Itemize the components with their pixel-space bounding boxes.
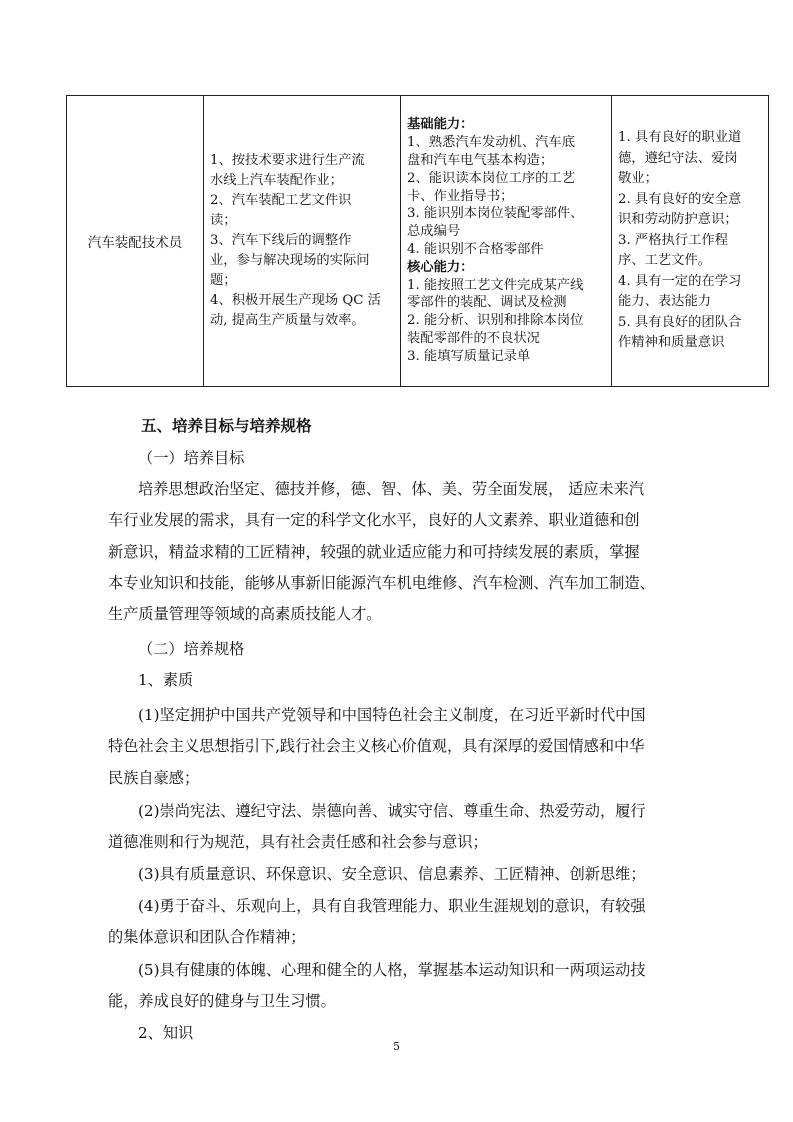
quality-paragraph-3 (108, 859, 690, 890)
ability-line: 零部件的装配、调试及检测 (407, 295, 567, 311)
subsection-goal (108, 443, 690, 474)
text-line: 本专业知识和技能，能够从事新旧能源汽车机电维修、汽车检测、汽车加工制造、 (108, 573, 655, 592)
ability-line: 4. 能识别不合格零部件 (407, 242, 544, 257)
text-line: (5)具有健康的体魄、心理和健全的人格，掌握基本运动知识和一两项运动技 (138, 961, 646, 979)
quality-line: 5. 具有良好的团队合 (618, 314, 742, 330)
text-line: (4)勇于奋斗、乐观向上，具有自我管理能力、职业生涯规划的意识，有较强 (138, 897, 646, 915)
core-ability-heading: 核心能力： (407, 259, 474, 275)
task-line: 读； (210, 213, 237, 228)
job-title-cell (67, 96, 204, 387)
ability-line: 3. 能填写质量记录单 (407, 348, 531, 364)
text-line: (3)具有质量意识、环保意识、安全意识、信息素养、工匠精神、创新思维； (138, 865, 646, 883)
job-requirements-table (66, 95, 769, 387)
quality-paragraph-1 (108, 700, 690, 794)
quality-cell (612, 96, 769, 387)
subsection-spec (108, 634, 690, 697)
task-line: 题； (210, 273, 237, 288)
item-heading: 2、知识 (138, 1024, 194, 1042)
item-heading: 1、素质 (138, 671, 194, 690)
basic-ability-heading: 基础能力： (407, 117, 474, 133)
quality-line: 德，遵纪守法、爱岗 (618, 150, 738, 166)
quality-line: 能力、表达能力 (618, 294, 712, 310)
text-line: 能，养成良好的健身与卫生习惯。 (108, 992, 336, 1011)
quality-line: 1. 具有良好的职业道 (618, 130, 742, 146)
subsection-heading: （一）培养目标 (138, 449, 245, 467)
quality-line: 序、工艺文件。 (618, 253, 712, 269)
task-line: 水线上汽车装配作业； (210, 173, 343, 188)
text-line: 民族自豪感； (108, 768, 200, 787)
ability-line: 装配零部件的不良状况 (407, 330, 540, 346)
quality-paragraph-4 (108, 891, 690, 954)
text-line: 的集体意识和团队合作精神； (108, 928, 306, 947)
text-line: (2)崇尚宪法、遵纪守法、崇德向善、诚实守信、尊重生命、热爱劳动，履行 (138, 802, 646, 820)
ability-line: 3. 能识别本岗位装配零部件、 (407, 206, 584, 222)
task-line: 3、汽车下线后的调整作 (210, 233, 352, 248)
ability-line: 2、能识读本岗位工序的工艺 (407, 170, 576, 186)
text-line: 车行业发展的需求，具有一定的科学文化水平，良好的人文素养、职业道德和创 (108, 511, 640, 530)
text-line: 道德准则和行为规范，具有社会责任感和社会参与意识； (108, 833, 488, 852)
task-line: 1、按技术要求进行生产流 (210, 153, 365, 168)
text-line: 生产质量管理等领域的高素质技能人才。 (108, 605, 382, 624)
quality-paragraph-5 (108, 955, 690, 1018)
text-line: 新意识，精益求精的工匠精神，较强的就业适应能力和可持续发展的素质，掌握 (108, 542, 640, 561)
page-number: 5 (393, 1040, 400, 1053)
text-line: 培养思想政治坚定、德技并修，德、智、体、美、劳全面发展， 适应未来汽 (138, 480, 645, 498)
task-line: 4、积极开展生产现场 QC 活 (210, 293, 381, 308)
quality-line: 4. 具有一定的在学习 (618, 273, 742, 289)
section-heading: 五、培养目标与培养规格 (141, 417, 312, 435)
text-line: (1)坚定拥护中国共产党领导和中国特色社会主义制度，在习近平新时代中国 (138, 706, 646, 724)
task-line: 业，参与解决现场的实际问 (210, 253, 370, 268)
quality-line: 作精神和质量意识 (618, 335, 725, 351)
table-row (67, 96, 769, 387)
quality-line: 3. 严格执行工作程 (618, 232, 728, 248)
ability-line: 卡、作业指导书； (407, 188, 514, 204)
quality-line: 敬业； (618, 171, 658, 187)
quality-paragraph-2 (108, 796, 690, 859)
task-line: 动, 提高生产质量与效率。 (210, 313, 365, 328)
ability-line: 盘和汽车电气基本构造； (407, 153, 554, 169)
tasks-cell (204, 96, 401, 387)
text-line: 特色社会主义思想指引下,践行社会主义核心价值观，具有深厚的爱国情感和中华 (108, 737, 645, 756)
job-title: 汽车装配技术员 (87, 235, 183, 251)
ability-line: 1. 能按照工艺文件完成某产线 (407, 277, 584, 293)
ability-line: 1、熟悉汽车发动机、汽车底 (407, 135, 576, 151)
goal-paragraph (108, 474, 690, 630)
ability-line: 2. 能分析、识别和排除本岗位 (407, 313, 584, 329)
task-line: 2、汽车装配工艺文件识 (210, 193, 352, 208)
abilities-cell (401, 96, 612, 387)
quality-line: 识和劳动防护意识； (618, 212, 738, 228)
ability-line: 总成编号 (407, 224, 461, 240)
subsection-heading: （二）培养规格 (138, 640, 245, 658)
quality-line: 2. 具有良好的安全意 (618, 191, 742, 207)
